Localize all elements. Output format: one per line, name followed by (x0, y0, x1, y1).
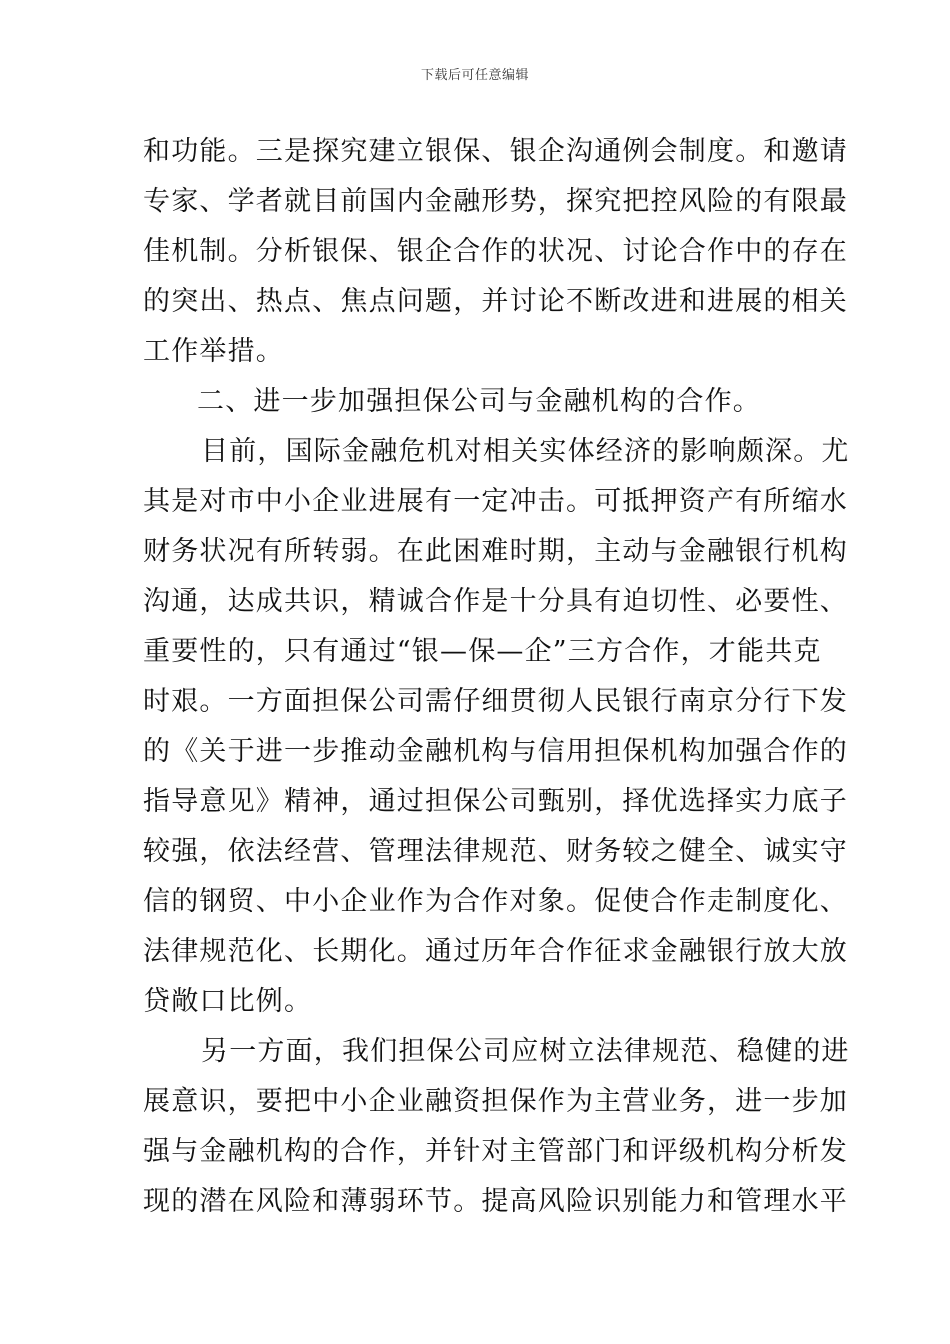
text-line: 和功能。三是探究建立银保、银企沟通例会制度。和邀请 (143, 136, 848, 167)
text-line: 其是对市中小企业进展有一定冲击。可抵押资产有所缩水 (143, 486, 848, 517)
text-line: 现的潜在风险和薄弱环节。提高风险识别能力和管理水平 (143, 1186, 848, 1217)
text-line: 较强，依法经营、管理法律规范、财务较之健全、诚实守 (143, 836, 848, 867)
paragraph-2 (143, 427, 850, 1027)
page-header: 下载后可任意编辑 (420, 68, 529, 83)
document-body (143, 127, 850, 1227)
text-line: 财务状况有所转弱。在此困难时期，主动与金融银行机构 (143, 536, 848, 567)
text-line: 工作举措。 (143, 336, 284, 367)
text-line: 贷敞口比例。 (143, 986, 313, 1017)
text-line: 展意识，要把中小企业融资担保作为主营业务，进一步加 (143, 1086, 848, 1117)
text-line: 强与金融机构的合作，并针对主管部门和评级机构分析发 (143, 1136, 848, 1167)
text-line: 佳机制。分析银保、银企合作的状况、讨论合作中的存在 (143, 236, 848, 267)
text-line: 目前，国际金融危机对相关实体经济的影响颇深。尤 (201, 436, 850, 467)
text-line: 信的钢贸、中小企业作为合作对象。促使合作走制度化、 (143, 886, 848, 917)
section-heading (143, 377, 813, 427)
text-line: 的《关于进一步推动金融机构与信用担保机构加强合作的 (143, 736, 848, 767)
text-line: 沟通，达成共识，精诚合作是十分具有迫切性、必要性、 (143, 586, 848, 617)
paragraph-3 (143, 1027, 850, 1227)
text-line: 时艰。一方面担保公司需仔细贯彻人民银行南京分行下发 (143, 686, 848, 717)
text-line: 重要性的，只有通过“银—保—企”三方合作，才能共克 (143, 636, 822, 667)
heading-line: 二、进一步加强担保公司与金融机构的合作。 (197, 386, 761, 417)
text-line: 的突出、热点、焦点问题，并讨论不断改进和进展的相关 (143, 286, 848, 317)
text-line: 专家、学者就目前国内金融形势，探究把控风险的有限最 (143, 186, 848, 217)
text-line: 指导意见》精神，通过担保公司甄别，择优选择实力底子 (143, 786, 848, 817)
paragraph-1 (143, 127, 848, 377)
text-line: 法律规范化、长期化。通过历年合作征求金融银行放大放 (143, 936, 848, 967)
text-line: 另一方面，我们担保公司应树立法律规范、稳健的进 (201, 1036, 850, 1067)
